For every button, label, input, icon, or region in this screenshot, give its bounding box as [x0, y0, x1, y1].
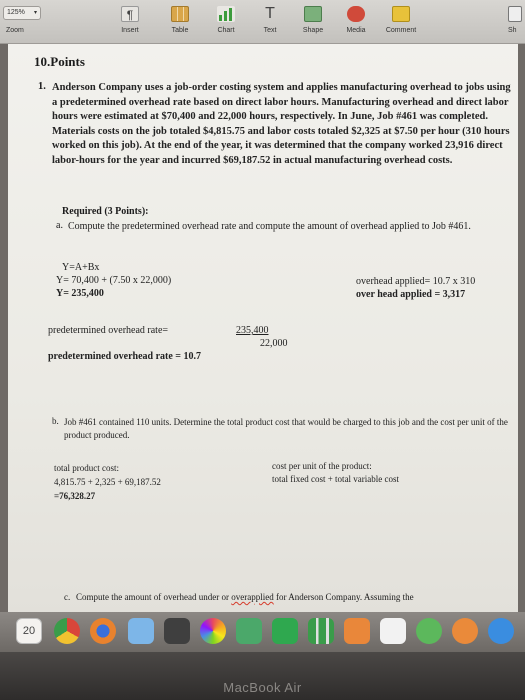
dock [0, 612, 525, 652]
share-icon[interactable] [508, 6, 522, 22]
part-b-text [64, 416, 514, 442]
insert-button[interactable] [110, 6, 150, 40]
part-c-text [76, 592, 414, 602]
comment-icon [392, 6, 410, 22]
pages-icon[interactable] [344, 618, 370, 644]
terminal-icon[interactable] [164, 618, 190, 644]
zoom-label: Zoom [6, 27, 24, 34]
cost-per-unit-formula: total fixed cost + total variable cost [272, 474, 400, 484]
formula-result: Y= 235,400 [56, 288, 104, 299]
shape-button[interactable] [293, 6, 333, 40]
media-button[interactable] [336, 6, 376, 40]
table-icon [171, 6, 189, 22]
facetime-icon[interactable] [272, 618, 298, 644]
pohr-numerator: 235,400 [236, 325, 269, 336]
text-icon: T [265, 5, 275, 22]
paragraph-icon: ¶ [121, 6, 139, 22]
app-toolbar [0, 0, 525, 44]
chart-button[interactable] [206, 6, 246, 40]
cost-per-unit-label: cost per unit of the product: [272, 461, 372, 471]
total-product-cost-label: total product cost: [54, 463, 119, 473]
formula-line: Y=A+Bx [62, 262, 100, 273]
text-button[interactable] [250, 6, 290, 40]
insert-label: Insert [121, 27, 139, 34]
required-heading: Required (3 Points): [62, 206, 149, 217]
comment-button[interactable] [381, 6, 421, 40]
calendar-icon[interactable] [16, 618, 42, 644]
overhead-applied-calc: overhead applied= 10.7 x 310 [356, 276, 476, 287]
folder-icon[interactable] [128, 618, 154, 644]
part-b-letter: b. [52, 416, 59, 426]
screen-share-icon[interactable] [236, 618, 262, 644]
shape-label: Shape [302, 27, 324, 34]
firefox-icon[interactable] [90, 618, 116, 644]
part-c-text-after: for Anderson Company. Assuming the [273, 592, 414, 602]
shape-icon [304, 6, 322, 22]
zoom-value: 125% [7, 9, 25, 16]
table-button[interactable] [160, 6, 200, 40]
app-store-icon[interactable] [488, 618, 514, 644]
calendar-date: 20 [22, 625, 36, 637]
comment-label: Comment [385, 27, 417, 34]
spellcheck-flagged-word[interactable]: overapplied [231, 592, 274, 602]
part-c-letter: c. [64, 592, 71, 602]
question-text: Anderson Company uses a job-order costing system and applies manufacturing overhead to jobs using a predetermined overhead rate based on direct labor hours. Manufacturing overhead and direct labor hours were estimated at $70,400 and 22,000 hours, respectively. In June, Job #461 was completed. Materials costs on the job totaled $4,815.75 and labor costs totaled $2,325 at $7.50 per hour (310 hours worked on this job). At the end of the year, it was determined that the company worked 23,916 direct labor-hours for the year and incurred $69,187.52 in actual manufacturing overhead costs. [52, 82, 511, 166]
part-a-text: Compute the predetermined overhead rate and compute the amount of overhead applied to Job #461. [68, 221, 471, 232]
pohr-denominator: 22,000 [260, 338, 288, 349]
question-number: 1. [38, 81, 46, 92]
text-label: Text [263, 27, 277, 34]
part-a-letter: a. [56, 220, 63, 231]
total-product-cost-calc: 4,815.75 + 2,325 + 69,187.52 [54, 477, 161, 487]
zoom-select[interactable] [3, 6, 41, 20]
formula-line: Y= 70,400 + (7.50 x 22,000) [56, 275, 172, 286]
part-c-text-before: Compute the amount of overhead under or [76, 592, 232, 602]
media-icon [347, 6, 365, 22]
document-page [8, 44, 518, 620]
chevron-down-icon: ▾ [33, 10, 37, 16]
app-store-icon[interactable] [452, 618, 478, 644]
ibooks-icon[interactable] [416, 618, 442, 644]
chart-icon [217, 6, 235, 22]
overhead-applied-result: over head applied = 3,317 [356, 289, 466, 300]
pohr-label: predetermined overhead rate= [48, 325, 169, 336]
part-b-text-content: Job #461 contained 110 units. Determine the total product cost that would be charged to this job and the cost per unit of the product produced. [64, 417, 508, 440]
itunes-icon[interactable] [380, 618, 406, 644]
page-title: 10.Points [34, 54, 85, 69]
total-product-cost-result: =76,328.27 [54, 491, 96, 501]
pohr-result: predetermined overhead rate = 10.7 [48, 351, 201, 362]
share-label: Sh [508, 27, 517, 34]
numbers-icon[interactable] [308, 618, 334, 644]
laptop-brand-label: MacBook Air [223, 680, 302, 695]
chart-label: Chart [217, 27, 235, 34]
photos-icon[interactable] [200, 618, 226, 644]
table-label: Table [171, 27, 189, 34]
media-label: Media [346, 27, 366, 34]
chrome-icon[interactable] [54, 618, 80, 644]
